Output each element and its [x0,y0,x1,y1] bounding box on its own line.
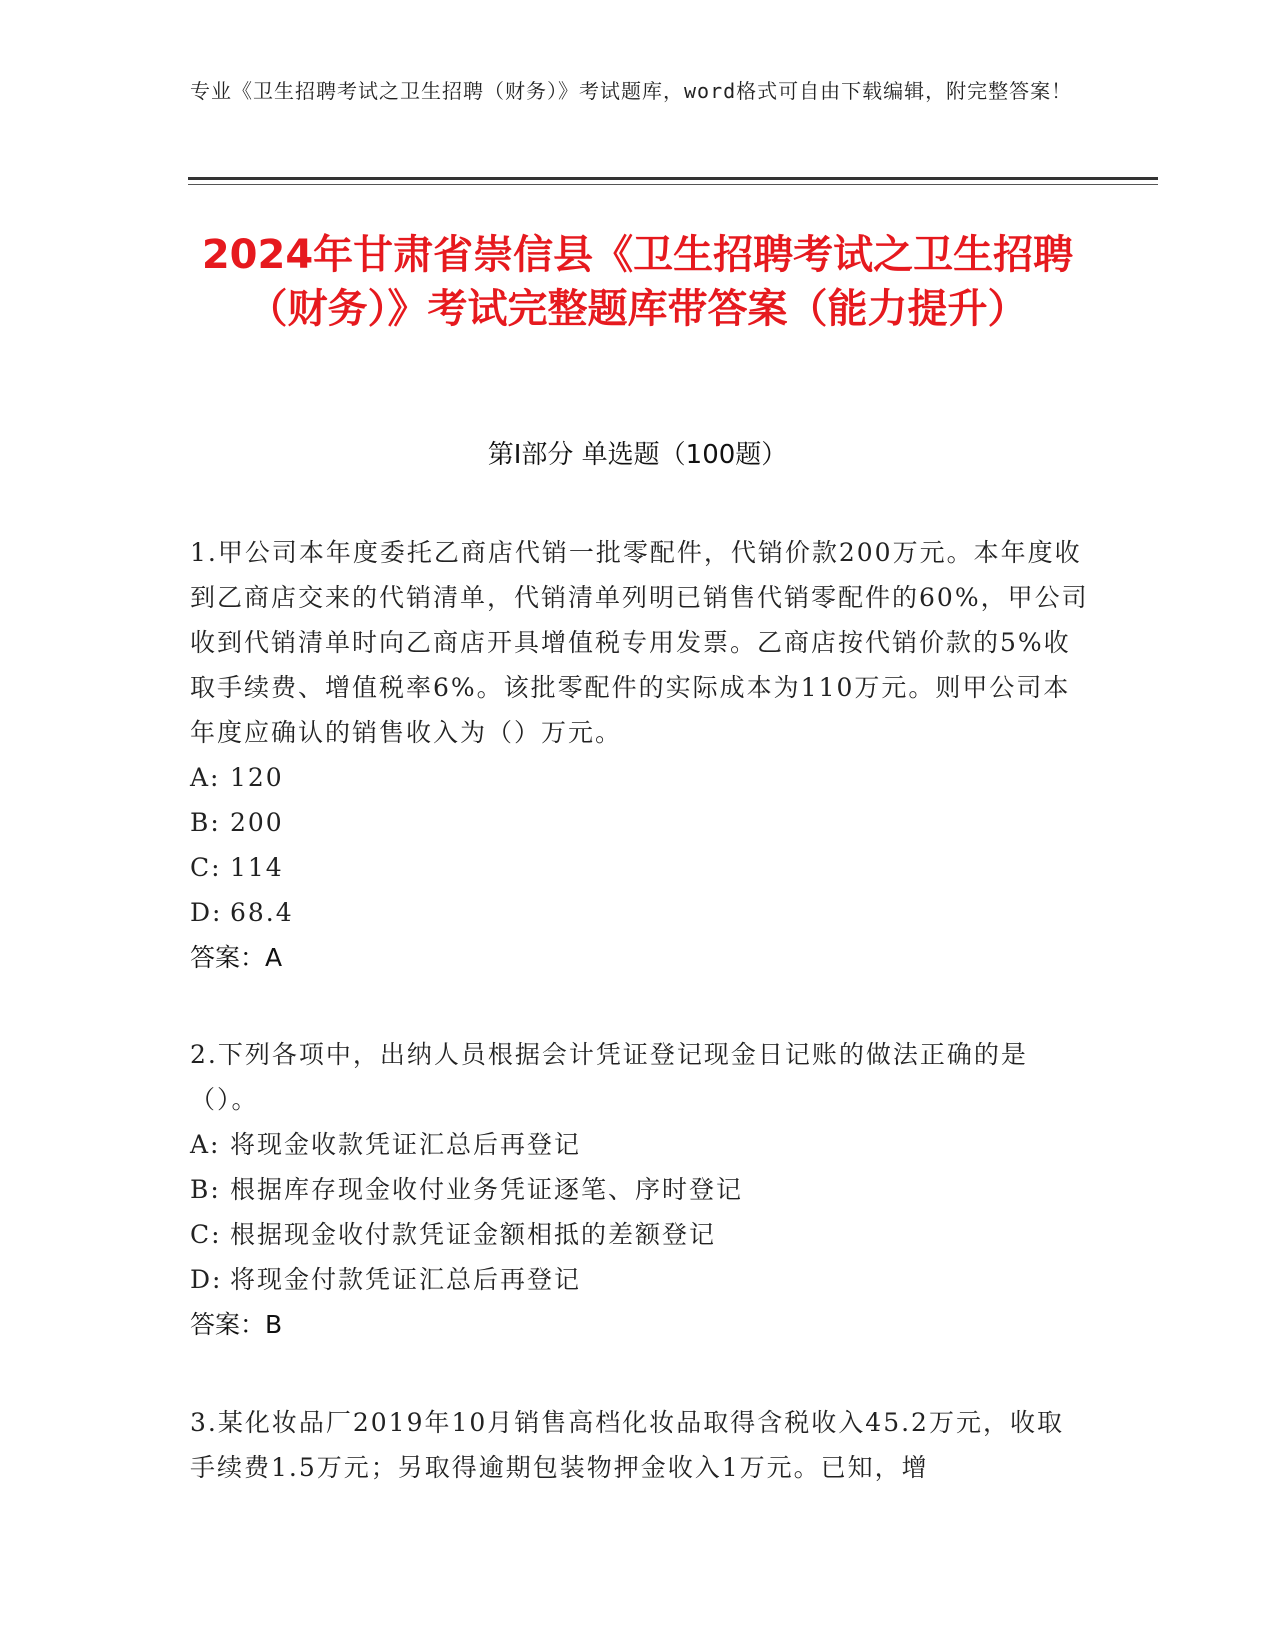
question-stem: 2.下列各项中，出纳人员根据会计凭证登记现金日记账的做法正确的是（）。 [190,1040,1028,1114]
question-stem: 3.某化妆品厂2019年10月销售高档化妆品取得含税收入45.2万元，收取手续费1.5万元；另取得逾期包装物押金收入1万元。已知，增 [190,1408,1064,1482]
option-text: 68.4 [230,898,294,927]
option-key: A: [190,763,221,792]
option-key: C: [190,853,222,882]
answer-line: 答案：A [190,943,283,972]
option-c [190,1212,1090,1257]
option-text: 200 [230,808,284,837]
option-key: C: [190,1220,222,1249]
header-rule-thick [188,177,1158,180]
document-title: 2024年甘肃省崇信县《卫生招聘考试之卫生招聘（财务）》考试完整题库带答案（能力提升） [201,232,1074,332]
option-b [190,800,1090,845]
option-key: D: [190,1265,223,1294]
option-key: A: [190,1130,221,1159]
option-a [190,1122,1090,1167]
option-text: 120 [230,763,284,792]
option-text: 根据现金收付款凭证金额相抵的差额登记 [230,1220,717,1249]
option-key: B: [190,808,221,837]
option-b [190,1167,1090,1212]
header-note: 专业《卫生招聘考试之卫生招聘（财务）》考试题库，word格式可自由下载编辑，附完整答案！ [190,79,1073,103]
option-key: B: [190,1175,221,1204]
section-heading: 第I部分 单选题（100题） [487,440,788,470]
question-1 [190,530,1090,981]
option-c [190,845,1090,890]
option-d [190,1257,1090,1302]
option-text: 114 [230,853,284,882]
answer-line: 答案：B [190,1310,283,1339]
option-a [190,755,1090,800]
question-3 [190,1400,1090,1490]
option-text: 根据库存现金收付业务凭证逐笔、序时登记 [230,1175,744,1204]
option-text: 将现金收款凭证汇总后再登记 [230,1130,582,1159]
question-stem: 1.甲公司本年度委托乙商店代销一批零配件，代销价款200万元。本年度收到乙商店交来的代销清单，代销清单列明已销售代销零配件的60%，甲公司收到代销清单时向乙商店开具增值税专用发票。乙商店按代销价款的5%收取手续费、增值税率6%。该批零配件的实际成本为110万元。则甲公司本年度应确认的销售收入为（）万元。 [190,538,1089,747]
header-rule-thin [188,184,1158,185]
question-2 [190,1032,1090,1348]
option-d [190,890,1090,935]
option-key: D: [190,898,223,927]
option-text: 将现金付款凭证汇总后再登记 [230,1265,582,1294]
